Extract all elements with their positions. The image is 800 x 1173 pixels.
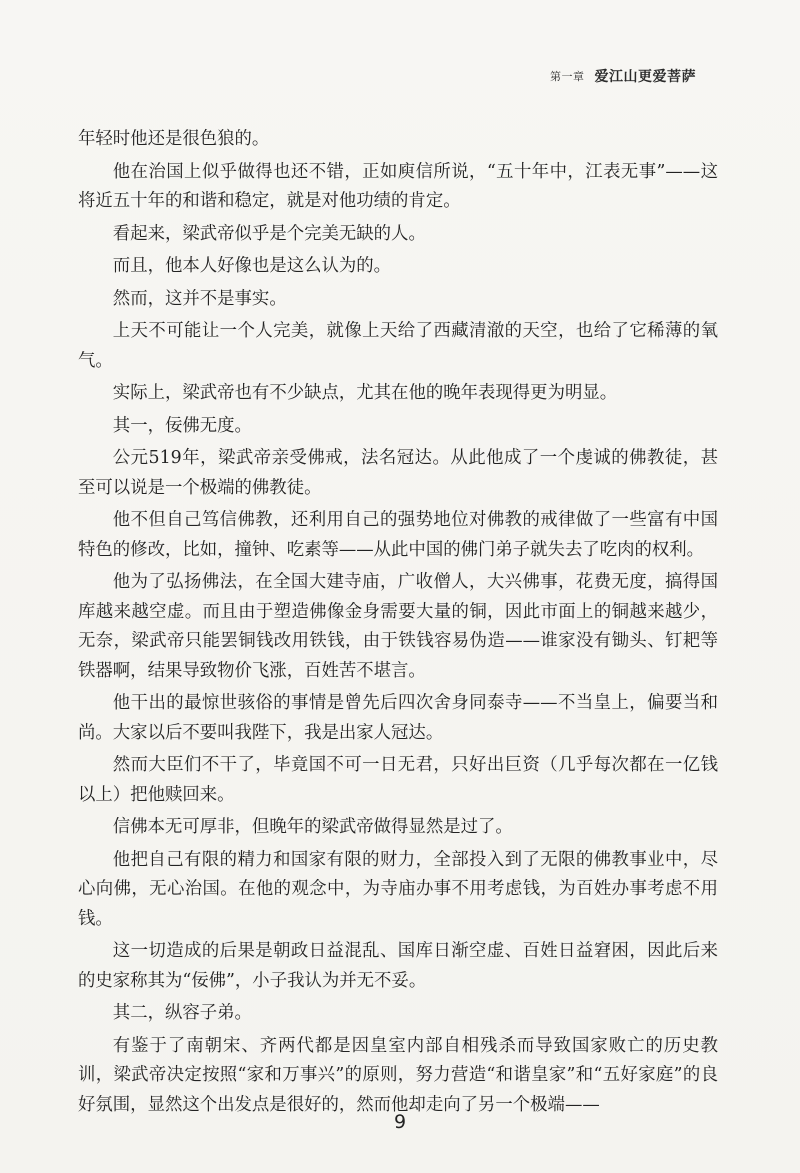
paragraph: 他在治国上似乎做得也还不错，正如庾信所说，“五十年中，江表无事”——这将近五十年的和谐和稳定，就是对他功绩的肯定。 bbox=[78, 161, 718, 211]
chapter-title: 爱江山更爱菩萨 bbox=[594, 69, 696, 85]
section-heading: 其一，佞佛无度。 bbox=[112, 415, 252, 436]
section-heading: 其二，纵容子弟。 bbox=[112, 1003, 252, 1023]
paragraph: 他为了弘扬佛法，在全国大建寺庙，广收僧人，大兴佛事，花费无度，搞得国库越来越空虚。而且由于塑造佛像金身需要大量的铜，因此市面上的铜越来越少，无奈，梁武帝只能罢铜钱改用铁钱，由于铁钱容易伪造——谁家没有锄头、钉耙等铁器啊，结果导致物价飞涨，百姓苦不堪言。 bbox=[78, 572, 718, 681]
paragraph: 他不但自己笃信佛教，还利用自己的强势地位对佛教的戒律做了一些富有中国特色的修改，比如，撞钟、吃素等——从此中国的佛门弟子就失去了吃肉的权利。 bbox=[78, 510, 718, 560]
paragraph: 看起来，梁武帝似乎是个完美无缺的人。 bbox=[112, 223, 426, 244]
paragraph: 信佛本无可厚非，但晚年的梁武帝做得显然是过了。 bbox=[112, 817, 513, 837]
page-number: 9 bbox=[393, 1111, 407, 1133]
paragraph: 然而，这并不是事实。 bbox=[112, 288, 287, 309]
paragraph: 有鉴于了南朝宋、齐两代都是因皇室内部自相残杀而导致国家败亡的历史教训，梁武帝决定按照“家和万事兴”的原则，努力营造“和谐皇家”和“五好家庭”的良好氛围，显然这个出发点是很好的，然而他却走向了另一个极端—— bbox=[78, 1035, 718, 1115]
paragraph: 而且，他本人好像也是这么认为的。 bbox=[112, 256, 392, 276]
paragraph: 他干出的最惊世骇俗的事情是曾先后四次舍身同泰寺——不当皇上，偏要当和尚。大家以后不要叫我陛下，我是出家人冠达。 bbox=[78, 693, 718, 743]
paragraph: 然而大臣们不干了，毕竟国不可一日无君，只好出巨资（几乎每次都在一亿钱以上）把他赎回来。 bbox=[78, 755, 718, 805]
paragraph: 实际上，梁武帝也有不少缺点，尤其在他的晚年表现得更为明显。 bbox=[112, 383, 618, 403]
paragraph: 公元519年，梁武帝亲受佛戒，法名冠达。从此他成了一个虔诚的佛教徒，甚至可以说是一个极端的佛教徒。 bbox=[78, 448, 718, 498]
body-text bbox=[78, 125, 718, 1120]
paragraph: 上天不可能让一个人完美，就像上天给了西藏清澈的天空，也给了它稀薄的氧气。 bbox=[78, 321, 718, 371]
paragraph: 他把自己有限的精力和国家有限的财力，全部投入到了无限的佛教事业中，尽心向佛，无心治国。在他的观念中，为寺庙办事不用考虑钱，为百姓办事考虑不用钱。 bbox=[78, 849, 718, 929]
paragraph: 这一切造成的后果是朝政日益混乱、国库日渐空虚、百姓日益窘困，因此后来的史家称其为“佞佛”，小子我认为并无不妥。 bbox=[78, 941, 718, 991]
paragraph: 年轻时他还是很色狼的。 bbox=[78, 129, 270, 149]
chapter-label: 第一章 bbox=[550, 70, 585, 83]
running-head bbox=[550, 66, 696, 86]
